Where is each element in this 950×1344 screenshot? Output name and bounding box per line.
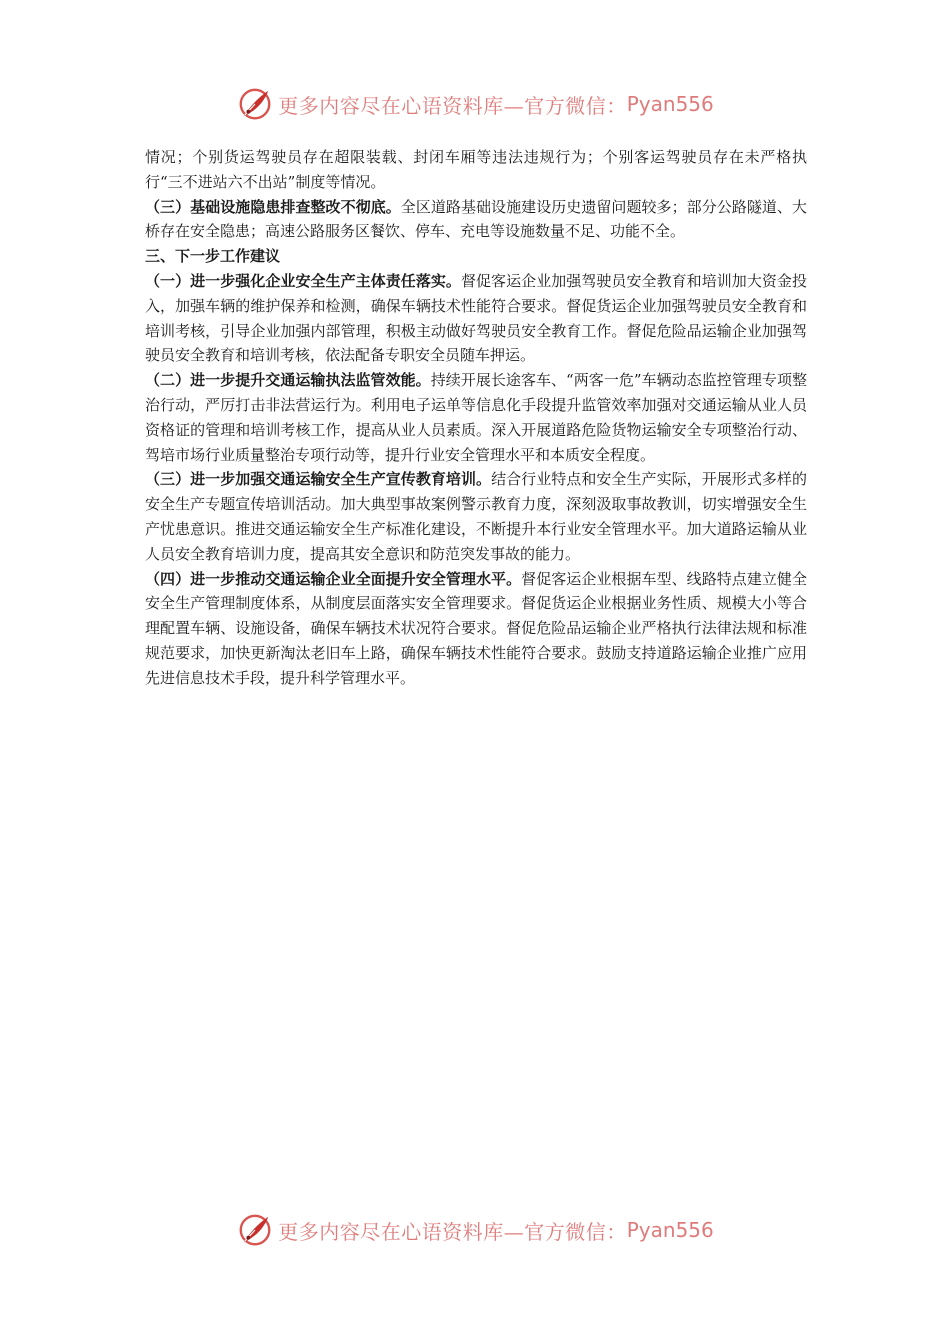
paragraph-text: 持续开展长途客车、“两客一危”车辆动态监控管理专项整治行动，严厉打击非法营运行为。利用电子运单等信息化手段提升监管效率加强对交通运输从业人员资格证的管理和培训考核工作，提高从业人员素质。深入开展道路危险货物运输安全专项整治行动、驾培市场行业质量整治专项行动等，提升行业安全管理水平和本质安全程度。 [145, 371, 807, 464]
watermark-wechat-id: Pyan556 [626, 92, 714, 116]
paragraph-text: 情况；个别货运驾驶员存在超限装载、封闭车厢等违法违规行为；个别客运驾驶员存在未严格执行“三不进站六不出站”制度等情况。 [145, 148, 807, 191]
quill-pen-logo-icon [236, 85, 274, 123]
paragraph-lead: （二）进一步提升交通运输执法监管效能。 [145, 371, 431, 390]
paragraph-infrastructure [145, 195, 807, 245]
quill-pen-logo-icon [236, 1211, 274, 1249]
footer-watermark [0, 1210, 950, 1250]
watermark-text: 更多内容尽在心语资料库—官方微信： [278, 93, 627, 118]
paragraph-management-level [145, 567, 807, 691]
paragraph-text: 督促客运企业根据车型、线路特点建立健全安全生产管理制度体系，从制度层面落实安全管理要求。督促货运企业根据业务性质、规模大小等合理配置车辆、设施设备，确保车辆技术状况符合要求。督促危险品运输企业严格执行法律法规和标准规范要求，加快更新淘汰老旧车上路，确保车辆技术性能符合要求。鼓励支持道路运输企业推广应用先进信息技术手段，提升科学管理水平。 [145, 569, 807, 687]
paragraph-safety-education [145, 467, 807, 566]
document-body [145, 145, 807, 691]
paragraph-text: 全区道路基础设施建设历史遗留问题较多；部分公路隧道、大桥存在安全隐患；高速公路服务区餐饮、停车、充电等设施数量不足、功能不全。 [145, 197, 807, 241]
header-watermark [0, 84, 950, 124]
paragraph-lead: （一）进一步强化企业安全生产主体责任落实。 [145, 271, 461, 290]
section-heading: 三、下一步工作建议 [145, 247, 281, 266]
paragraph-lead: （四）进一步推动交通运输企业全面提升安全管理水平。 [145, 569, 522, 588]
watermark-text: 更多内容尽在心语资料库—官方微信： [278, 1219, 627, 1244]
paragraph-text: 督促客运企业加强驾驶员安全教育和培训加大资金投入，加强车辆的维护保养和检测，确保车辆技术性能符合要求。督促货运企业加强驾驶员安全教育和培训考核，引导企业加强内部管理，积极主动做好驾驶员安全教育工作。督促危险品运输企业加强驾驶员安全教育和培训考核，依法配备专职安全员随车押运。 [145, 271, 807, 365]
paragraph-text: 结合行业特点和安全生产实际，开展形式多样的安全生产专题宣传培训活动。加大典型事故案例警示教育力度，深刻汲取事故教训，切实增强安全生产忧患意识。推进交通运输安全生产标准化建设，不断提升本行业安全管理水平。加大道路运输从业人员安全教育培训力度，提高其安全意识和防范突发事故的能力。 [145, 470, 807, 563]
paragraph-lead: （三）进一步加强交通运输安全生产宣传教育培训。 [145, 470, 492, 489]
paragraph-enterprise-responsibility [145, 269, 807, 368]
paragraph-continued [145, 145, 807, 195]
watermark-wechat-id: Pyan556 [626, 1218, 714, 1242]
paragraph-lead: （三）基础设施隐患排查整改不彻底。 [145, 197, 401, 216]
paragraph-law-enforcement [145, 368, 807, 467]
